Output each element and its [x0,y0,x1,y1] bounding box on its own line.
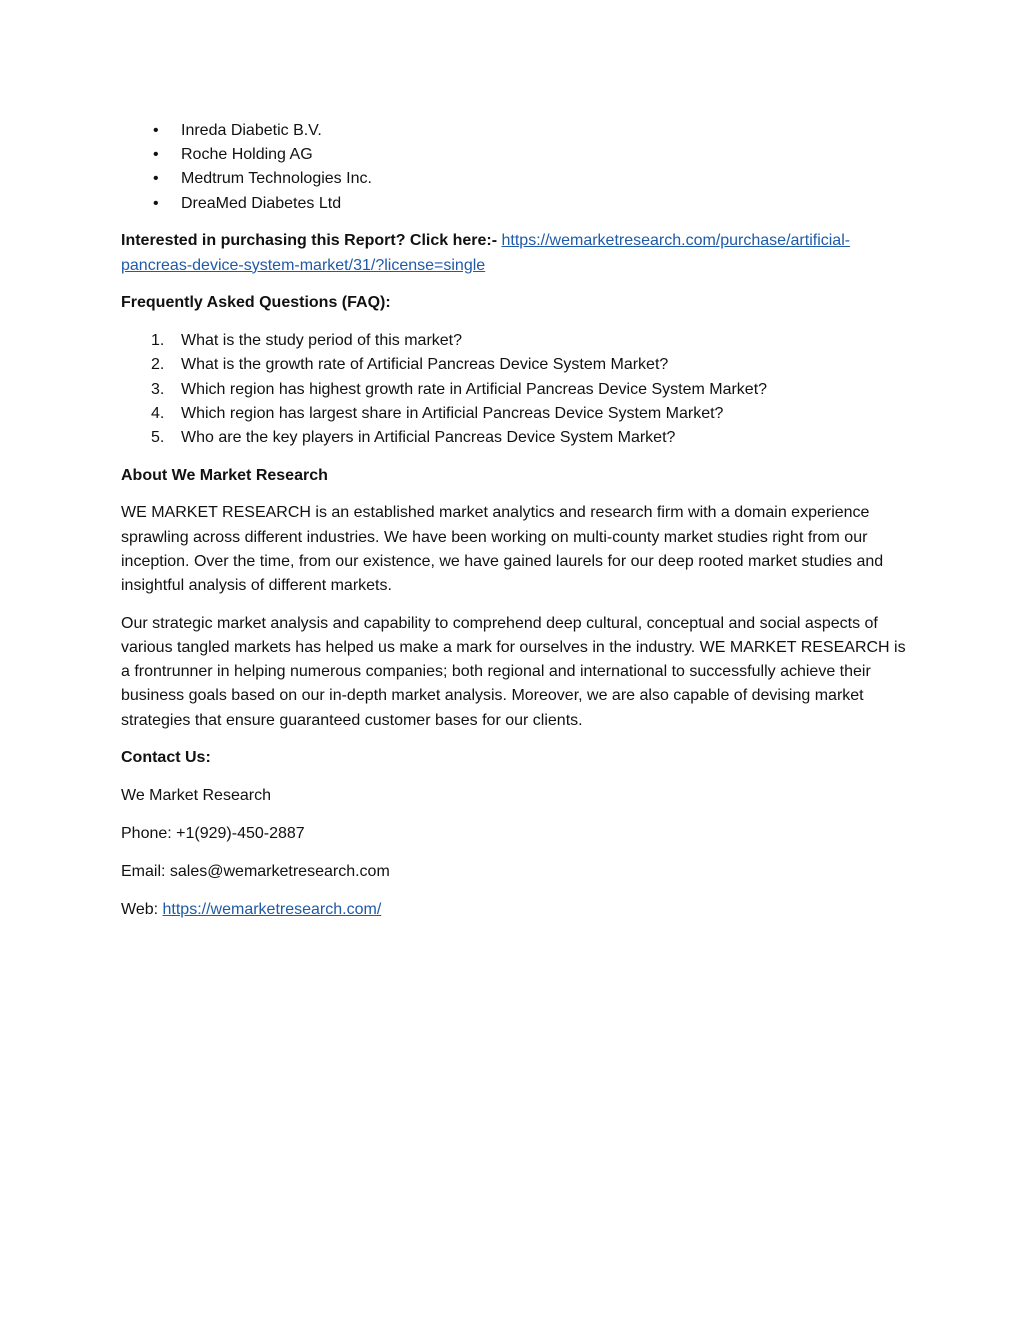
contact-phone: Phone: +1(929)-450-2887 [121,825,305,843]
purchase-link[interactable]: https://wemarketresearch.com/purchase/artificial-pancreas-device-system-market/31/?license=single [121,232,851,274]
faq-question: Which region has highest growth rate in Artificial Pancreas Device System Market? [181,380,768,398]
web-link[interactable]: https://wemarketresearch.com/ [162,900,382,918]
list-item [121,192,911,216]
faq-number: 1. [151,332,165,350]
contact-heading: Contact Us: [121,749,211,767]
document-page [121,119,911,922]
about-paragraph-1: WE MARKET RESEARCH is an established market analytics and research firm with a domain experience sprawling across different industries. We have been working on multi-county market studies right from our inception. Over the time, from our existence, we have gained laurels for our deep rooted market studies and insightful analysis of different markets. [121,504,884,595]
contact-email: Email: sales@wemarketresearch.com [121,862,390,880]
faq-number: 5. [151,428,165,446]
purchase-paragraph [121,229,911,277]
faq-heading: Frequently Asked Questions (FAQ): [121,294,391,312]
faq-number: 4. [151,404,165,422]
list-item [121,119,911,143]
list-item [121,402,911,426]
list-item [121,329,911,353]
list-item [121,353,911,377]
bullet-icon: • [153,170,159,188]
bullet-icon: • [153,194,159,212]
company-name: DreaMed Diabetes Ltd [181,194,342,212]
company-list [121,119,911,216]
faq-number: 3. [151,380,165,398]
bullet-icon: • [153,122,159,139]
list-item [121,378,911,402]
faq-question: What is the study period of this market? [181,332,463,350]
company-name: Roche Holding AG [181,146,313,164]
purchase-label: Interested in purchasing this Report? Click here:- [121,232,498,250]
faq-list [121,329,911,450]
faq-question: Which region has largest share in Artificial Pancreas Device System Market? [181,404,724,422]
about-heading: About We Market Research [121,466,328,484]
faq-question: Who are the key players in Artificial Pancreas Device System Market? [181,428,676,446]
company-name: Medtrum Technologies Inc. [181,170,372,188]
faq-question: What is the growth rate of Artificial Pancreas Device System Market? [181,356,669,374]
about-paragraph-2: Our strategic market analysis and capability to comprehend deep cultural, conceptual and social aspects of various tangled markets has helped us make a mark for ourselves in the industry. WE MARKET RESEARCH is a frontrunner in helping numerous companies; both regional and international to successfully achieve their business goals based on our in-depth market analysis. Moreover, we are also capable of devising market strategies that ensure guaranteed customer bases for our clients. [121,614,906,729]
faq-number: 2. [151,356,165,374]
company-name: Inreda Diabetic B.V. [181,122,322,139]
bullet-icon: • [153,146,159,164]
web-label: Web: [121,900,159,918]
list-item [121,143,911,167]
list-item [121,426,911,450]
contact-web [121,898,911,922]
list-item [121,167,911,191]
contact-company: We Market Research [121,787,271,805]
